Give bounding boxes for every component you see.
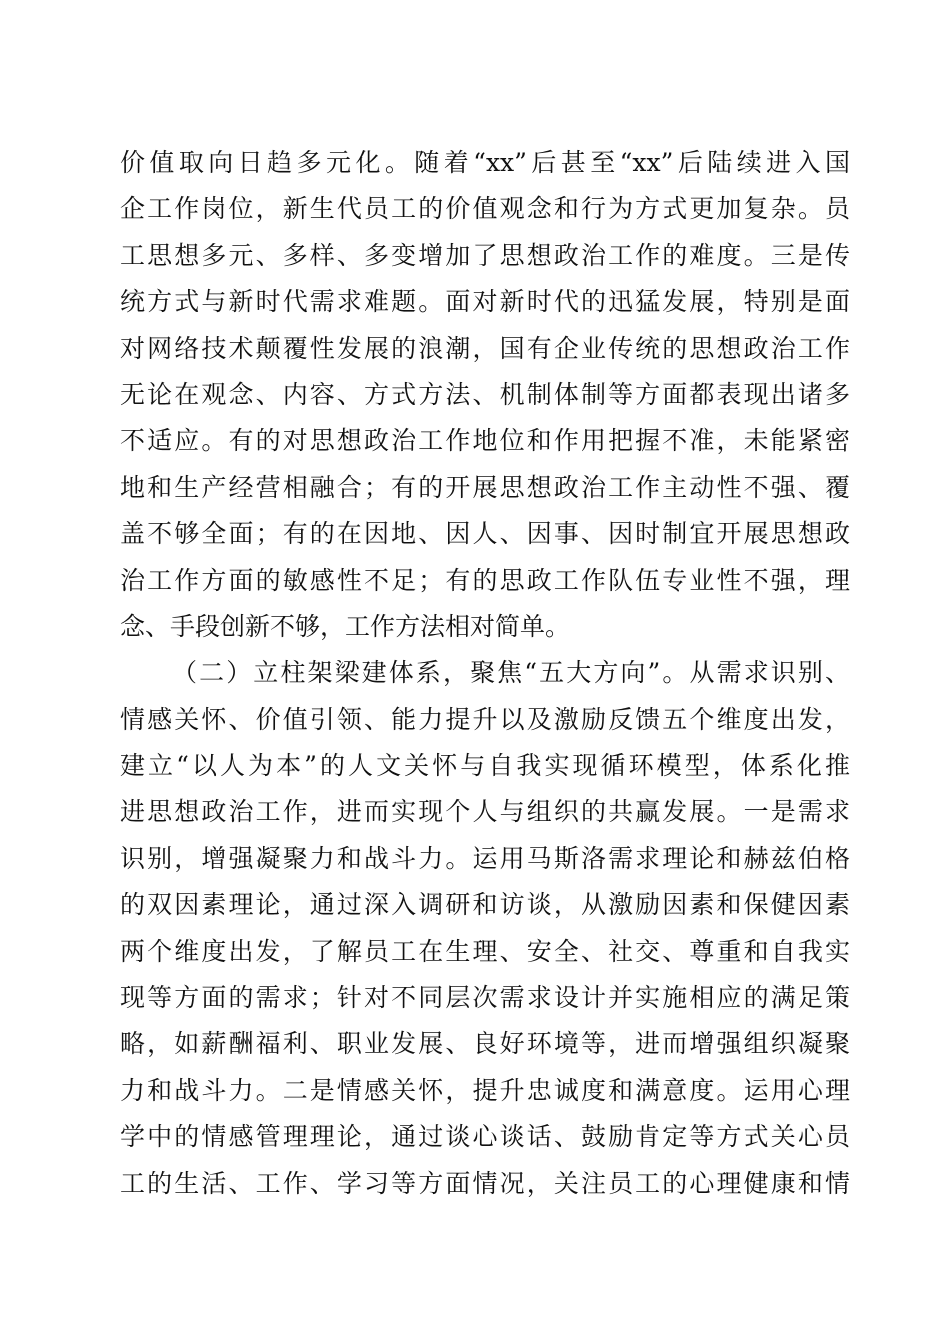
text-line: 的双因素理论，通过深入调研和访谈，从激励因素和保健因素 [120, 890, 850, 920]
text-line: 地和生产经营相融合；有的开展思想政治工作主动性不强、覆 [120, 472, 850, 502]
body-text [120, 140, 850, 1207]
text-line: 治工作方面的敏感性不足；有的思政工作队伍专业性不强，理 [120, 565, 850, 595]
text-line: 不适应。有的对思想政治工作地位和作用把握不准，未能紧密 [120, 426, 850, 456]
text-line: 略，如薪酬福利、职业发展、良好环境等，进而增强组织凝聚 [120, 1029, 850, 1059]
text-line: 进思想政治工作，进而实现个人与组织的共赢发展。一是需求 [120, 797, 850, 827]
text-line: 盖不够全面；有的在因地、因人、因事、因时制宜开展思想政 [120, 519, 850, 549]
text-line: 价值取向日趋多元化。随着“xx”后甚至“xx”后陆续进入国 [120, 148, 850, 177]
section-heading-line: （二）立柱架梁建体系，聚焦“五大方向”。从需求识别、 [172, 658, 850, 688]
text-line: 念、手段创新不够，工作方法相对简单。 [120, 611, 571, 641]
text-line: 统方式与新时代需求难题。面对新时代的迅猛发展，特别是面 [120, 287, 850, 317]
text-line: 对网络技术颠覆性发展的浪潮，国有企业传统的思想政治工作 [120, 333, 850, 363]
text-line: 学中的情感管理理论，通过谈心谈话、鼓励肯定等方式关心员 [120, 1122, 850, 1152]
text-line: 现等方面的需求；针对不同层次需求设计并实施相应的满足策 [120, 983, 850, 1013]
text-line: 企工作岗位，新生代员工的价值观念和行为方式更加复杂。员 [120, 194, 850, 224]
text-line: 两个维度出发，了解员工在生理、安全、社交、尊重和自我实 [120, 936, 850, 966]
text-line: 建立“以人为本”的人文关怀与自我实现循环模型，体系化推 [120, 751, 850, 781]
text-line: 无论在观念、内容、方式方法、机制体制等方面都表现出诸多 [120, 379, 850, 409]
text-line: 力和战斗力。二是情感关怀，提升忠诚度和满意度。运用心理 [120, 1075, 850, 1105]
text-line: 识别，增强凝聚力和战斗力。运用马斯洛需求理论和赫兹伯格 [120, 843, 850, 873]
text-line: 工思想多元、多样、多变增加了思想政治工作的难度。三是传 [120, 240, 850, 270]
text-line: 工的生活、工作、学习等方面情况，关注员工的心理健康和情 [120, 1168, 850, 1198]
text-line: 情感关怀、价值引领、能力提升以及激励反馈五个维度出发， [120, 704, 850, 734]
